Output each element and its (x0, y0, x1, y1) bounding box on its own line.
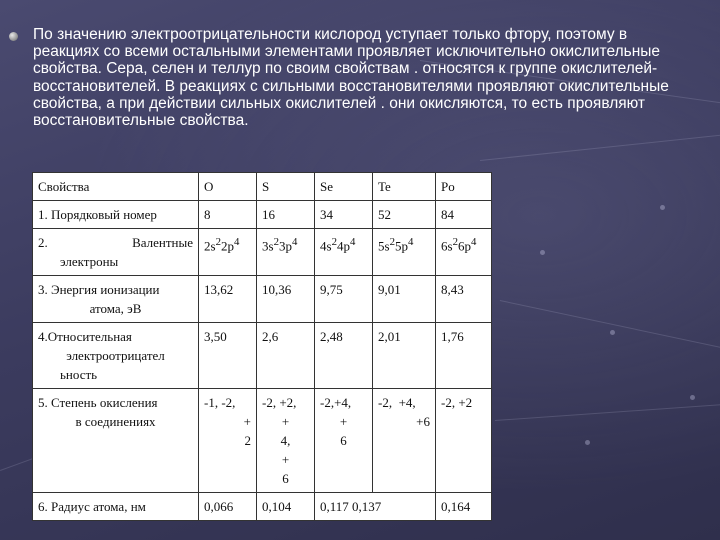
properties-table (32, 172, 492, 521)
row-label: 5. Степень окисления в соединениях (33, 389, 199, 493)
table-row (33, 229, 492, 276)
table-cell: -2, +2, + 4, + 6 (257, 389, 315, 493)
decor-line (500, 300, 720, 355)
table-row (33, 389, 492, 493)
header-cell: S (257, 173, 315, 201)
row-label (33, 229, 199, 276)
table-cell: 9,75 (315, 276, 373, 323)
table-cell: $2s^22p^4$ (199, 229, 257, 276)
table-cell: 3,50 (199, 323, 257, 389)
header-cell: Te (373, 173, 436, 201)
table-cell: 16 (257, 201, 315, 229)
table-cell: 13,62 (199, 276, 257, 323)
decor-dot (610, 330, 615, 335)
decor-line (480, 129, 720, 161)
table-cell: -2,+4, + 6 (315, 389, 373, 493)
table-cell: 10,36 (257, 276, 315, 323)
header-cell: Se (315, 173, 373, 201)
decor-dot (585, 440, 590, 445)
row-label-part: электроны (60, 254, 119, 269)
decor-dot (660, 205, 665, 210)
table-cell: 2,01 (373, 323, 436, 389)
table-cell: $3s^23p^4$ (257, 229, 315, 276)
row-label: 4.Относительная электроотрицател ьность (33, 323, 199, 389)
row-label: 3. Энергия ионизации атома, эВ (33, 276, 199, 323)
table-cell: 0,104 (257, 493, 315, 521)
table-cell: -1, -2, + 2 (199, 389, 257, 493)
bullet-icon (9, 32, 18, 41)
row-label-part: Валентные (132, 235, 193, 250)
table-cell: 0,066 (199, 493, 257, 521)
table-cell: 8,43 (436, 276, 492, 323)
table-cell: -2, +2 (436, 389, 492, 493)
table-cell: 1,76 (436, 323, 492, 389)
row-label: 1. Порядковый номер (33, 201, 199, 229)
table-cell: $5s^25p^4$ (373, 229, 436, 276)
table-header-row (33, 173, 492, 201)
table-cell: -2, +4, +6 (373, 389, 436, 493)
table-cell: $6s^26p^4$ (436, 229, 492, 276)
decor-dot (690, 395, 695, 400)
table-cell: 8 (199, 201, 257, 229)
header-cell: Po (436, 173, 492, 201)
row-label: 6. Радиус атома, нм (33, 493, 199, 521)
intro-paragraph: По значению электроотрицательности кислород уступает только фтору, поэтому в реакциях со всеми остальными элементами проявляет исключительно окислительные свойства. Сера, селен и теллур по своим свойствам . относятся к группе окислителей-восстановителей. В реакциях с сильными восстановителями проявляют окислительные свойства, а при действии сильных окислителей . они окисляются, то есть проявляют восстановительные свойства. (33, 26, 669, 130)
table-row (33, 493, 492, 521)
table-cell: 2,48 (315, 323, 373, 389)
table-cell: $4s^24p^4$ (315, 229, 373, 276)
decor-line (495, 402, 720, 421)
table-cell: 2,6 (257, 323, 315, 389)
table-cell: 52 (373, 201, 436, 229)
table-cell: 9,01 (373, 276, 436, 323)
table-cell: 0,164 (436, 493, 492, 521)
table-cell: 0,117 0,137 (315, 493, 436, 521)
table-row (33, 276, 492, 323)
row-label-part: 2. (38, 235, 48, 250)
table-cell: 84 (436, 201, 492, 229)
table-cell: 34 (315, 201, 373, 229)
table-row (33, 201, 492, 229)
table-row (33, 323, 492, 389)
header-cell: Свойства (33, 173, 199, 201)
header-cell: O (199, 173, 257, 201)
decor-dot (540, 250, 545, 255)
